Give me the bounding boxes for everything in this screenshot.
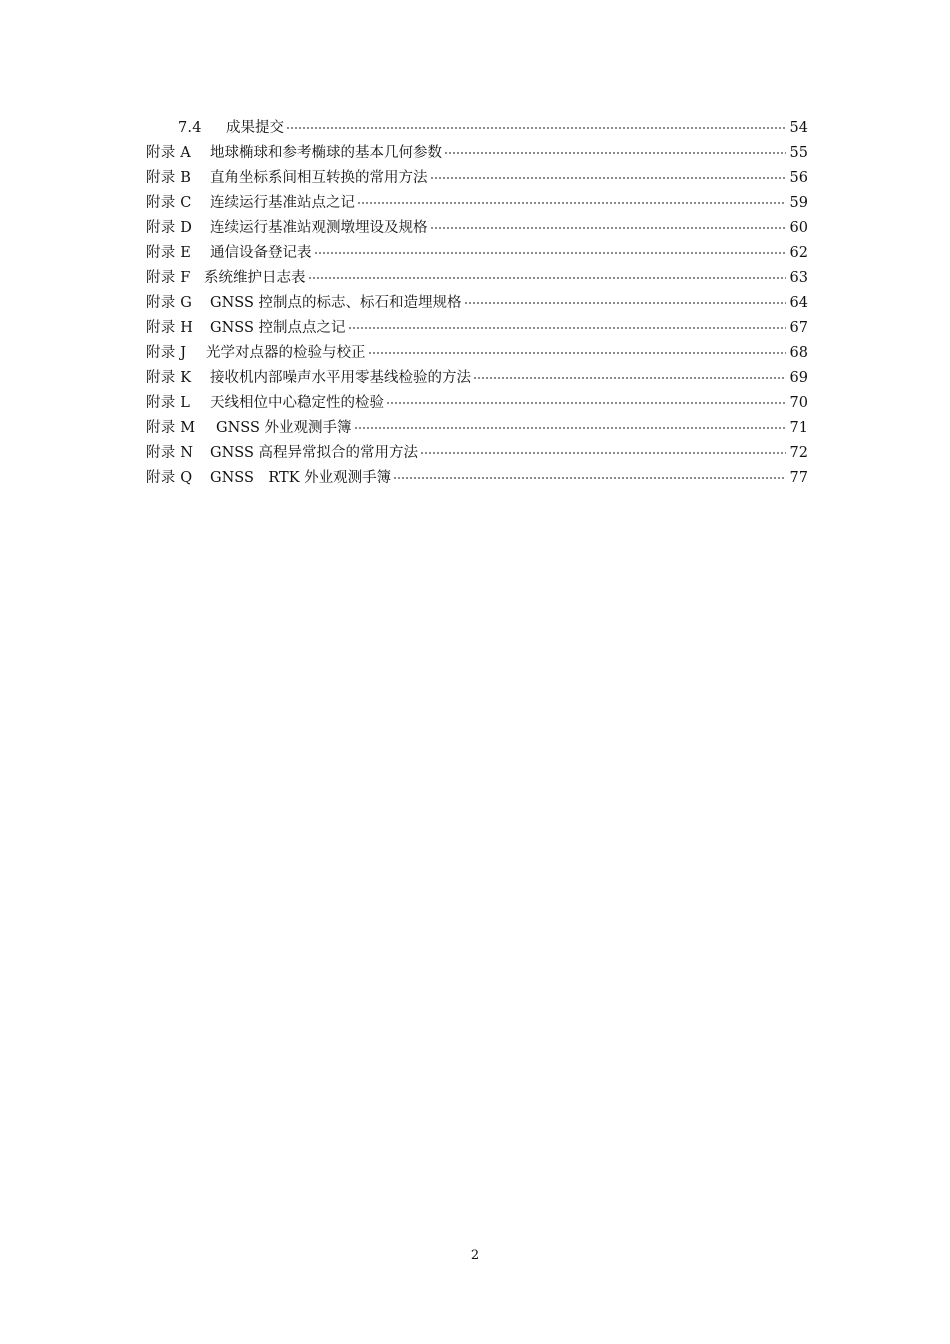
toc-entry-number: 附录 L xyxy=(146,395,191,411)
toc-entry[interactable] xyxy=(146,466,808,491)
toc-entry-number: 附录 M xyxy=(146,420,196,436)
dot-leader xyxy=(430,227,787,229)
dot-leader xyxy=(286,127,786,129)
toc-entry-number: 附录 N xyxy=(146,445,194,461)
toc-entry-page: 59 xyxy=(789,195,808,211)
toc-entry-title: 地球椭球和参考椭球的基本几何参数 xyxy=(210,145,442,161)
dot-leader xyxy=(386,402,786,404)
toc-entry-title: GNSS 控制点点之记 xyxy=(210,320,346,336)
toc-entry-page: 60 xyxy=(789,220,808,236)
dot-leader xyxy=(444,152,786,154)
toc-entry-number: 附录 B xyxy=(146,170,192,186)
toc-entry-number: 附录 F xyxy=(146,270,191,286)
toc-entry-page: 70 xyxy=(789,395,808,411)
toc-entry[interactable] xyxy=(146,341,808,366)
toc-entry-page: 62 xyxy=(789,245,808,261)
toc-entry-number: 附录 K xyxy=(146,370,192,386)
toc-entry-title: 光学对点器的检验与校正 xyxy=(206,345,366,361)
toc-entry-page: 77 xyxy=(789,470,808,486)
dot-leader xyxy=(430,177,787,179)
toc-entry-title: GNSS 外业观测手簿 xyxy=(216,420,352,436)
toc-entry-number: 附录 D xyxy=(146,220,193,236)
dot-leader xyxy=(357,202,786,204)
toc-entry[interactable] xyxy=(146,191,808,216)
toc-entry[interactable] xyxy=(146,316,808,341)
dot-leader xyxy=(473,377,786,379)
toc-entry-title: 连续运行基准站点之记 xyxy=(210,195,355,211)
toc-entry-number: 7.4 xyxy=(178,120,202,136)
toc-entry-page: 72 xyxy=(789,445,808,461)
toc-entry[interactable] xyxy=(146,441,808,466)
toc-entry-title: 接收机内部噪声水平用零基线检验的方法 xyxy=(210,370,471,386)
toc-entry-number: 附录 J xyxy=(146,345,187,361)
toc-entry-number: 附录 Q xyxy=(146,470,193,486)
toc-entry-number: 附录 G xyxy=(146,295,192,311)
toc-entry-page: 71 xyxy=(789,420,808,436)
toc-entry[interactable] xyxy=(146,416,808,441)
toc-entry[interactable] xyxy=(146,291,808,316)
toc-entry-number: 附录 C xyxy=(146,195,192,211)
toc-entry-page: 68 xyxy=(789,345,808,361)
toc-entry[interactable] xyxy=(146,391,808,416)
toc-entry-title: GNSS 高程异常拟合的常用方法 xyxy=(210,445,418,461)
toc-entry[interactable] xyxy=(146,266,808,291)
toc-entry-page: 54 xyxy=(789,120,808,136)
toc-entry-page: 67 xyxy=(789,320,808,336)
toc-entry-page: 56 xyxy=(789,170,808,186)
toc-entry-title: GNSS 控制点的标志、标石和造埋规格 xyxy=(210,295,462,311)
toc-entry-page: 55 xyxy=(789,145,808,161)
toc-entry-page: 69 xyxy=(789,370,808,386)
toc-entry[interactable] xyxy=(146,241,808,266)
toc-entry[interactable] xyxy=(146,166,808,191)
toc-entry[interactable] xyxy=(146,366,808,391)
toc-entry[interactable] xyxy=(146,116,808,141)
dot-leader xyxy=(354,427,787,429)
dot-leader xyxy=(420,452,786,454)
toc-entry-title: 成果提交 xyxy=(226,120,284,136)
toc-entry-title: 通信设备登记表 xyxy=(210,245,312,261)
dot-leader xyxy=(308,277,787,279)
toc-entry-page: 63 xyxy=(789,270,808,286)
toc-entry-number: 附录 H xyxy=(146,320,194,336)
toc-entry-title: 系统维护日志表 xyxy=(204,270,306,286)
dot-leader xyxy=(348,327,787,329)
toc-entry[interactable] xyxy=(146,141,808,166)
toc-entry-title: GNSS RTK 外业观测手簿 xyxy=(210,470,392,486)
table-of-contents xyxy=(146,116,808,491)
dot-leader xyxy=(314,252,787,254)
toc-entry-title: 直角坐标系间相互转换的常用方法 xyxy=(210,170,428,186)
toc-entry-page: 64 xyxy=(789,295,808,311)
page-number: 2 xyxy=(470,1248,480,1263)
dot-leader xyxy=(464,302,787,304)
dot-leader xyxy=(393,477,786,479)
toc-entry-title: 连续运行基准站观测墩埋设及规格 xyxy=(210,220,428,236)
toc-entry-title: 天线相位中心稳定性的检验 xyxy=(210,395,384,411)
toc-entry-number: 附录 E xyxy=(146,245,191,261)
dot-leader xyxy=(368,352,787,354)
toc-entry-number: 附录 A xyxy=(146,145,191,161)
toc-entry[interactable] xyxy=(146,216,808,241)
